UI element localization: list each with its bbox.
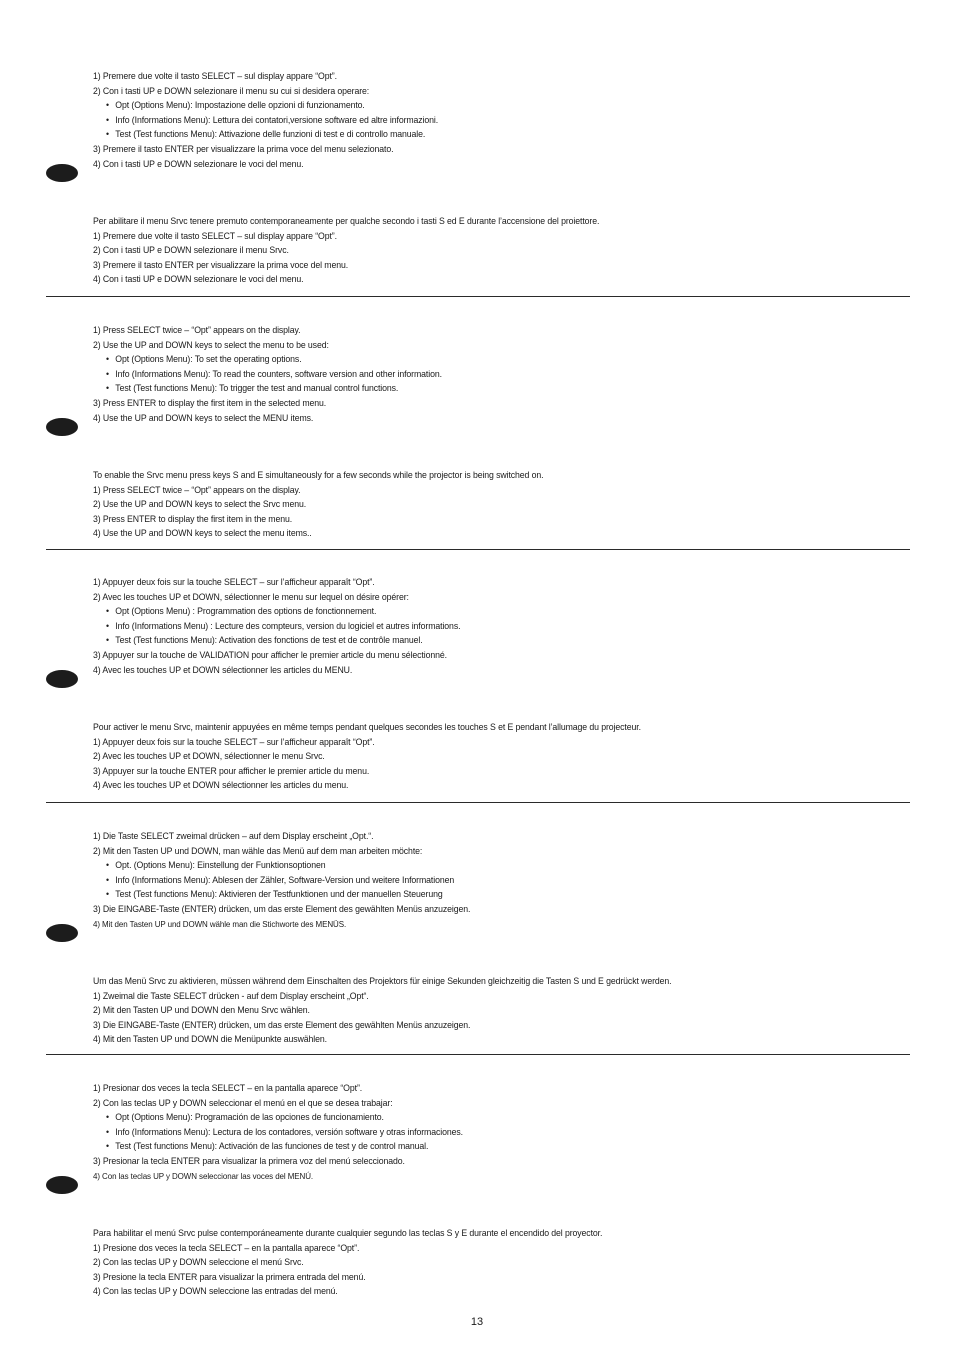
bullet-icon: • bbox=[106, 1125, 109, 1137]
srvc-step: 1) Press SELECT twice – “Opt” appears on the display. bbox=[93, 483, 301, 495]
srvc-intro: Pour activer le menu Srvc, maintenir appuyées en même temps pendant quelques secondes les touches S et E pendant l’allumage du projecteur. bbox=[93, 721, 641, 732]
language-marker-icon bbox=[46, 418, 78, 436]
srvc-step: 2) Avec les touches UP et DOWN, sélectionner le menu Srvc. bbox=[93, 750, 325, 762]
srvc-intro: To enable the Srvc menu press keys S and E simultaneously for a few seconds while the projector is being switched on. bbox=[93, 469, 544, 480]
line-text: 3) Die EINGABE-Taste (ENTER) drücken, um das erste Element des gewählten Menüs anzuzeigen. bbox=[93, 903, 471, 914]
line-text: 1) Presionar dos veces la tecla SELECT – en la pantalla aparece “Opt”. bbox=[93, 1082, 363, 1093]
line-text: 2) Use the UP and DOWN keys to select the menu to be used: bbox=[93, 338, 329, 350]
menu-bullet-item bbox=[106, 382, 398, 394]
line-text: Opt (Options Menu) : Programmation des options de fonctionnement. bbox=[115, 605, 377, 617]
menu-step bbox=[93, 70, 337, 82]
line-text: 3) Appuyer sur la touche de VALIDATION pour afficher le premier article du menu sélectionné. bbox=[93, 649, 447, 660]
line-text: Opt (Options Menu): Impostazione delle opzioni di funzionamento. bbox=[115, 99, 365, 111]
bullet-icon: • bbox=[106, 619, 109, 631]
srvc-step: 3) Premere il tasto ENTER per visualizzare la prima voce del menu. bbox=[93, 258, 349, 270]
srvc-step: 3) Press ENTER to display the first item in the menu. bbox=[93, 512, 293, 524]
srvc-step: 3) Presione la tecla ENTER para visualizar la primera entrada del menú. bbox=[93, 1270, 366, 1282]
line-text: 4) Con las teclas UP y DOWN seleccionar las voces del MENÚ. bbox=[93, 1170, 314, 1181]
bullet-icon: • bbox=[106, 113, 109, 125]
srvc-step: 2) Con i tasti UP e DOWN selezionare il menu Srvc. bbox=[93, 244, 289, 256]
menu-step bbox=[93, 830, 373, 842]
bullet-icon: • bbox=[106, 873, 109, 885]
section-divider bbox=[46, 1054, 910, 1055]
menu-bullet-item bbox=[106, 634, 423, 646]
menu-step bbox=[93, 918, 346, 930]
menu-bullet-item bbox=[106, 605, 376, 617]
menu-step bbox=[93, 1082, 362, 1094]
srvc-step: 4) Con las teclas UP y DOWN seleccione las entradas del menú. bbox=[93, 1285, 338, 1297]
menu-bullet-item bbox=[106, 353, 302, 365]
menu-bullet-item bbox=[106, 368, 442, 380]
menu-bullet-item bbox=[106, 874, 454, 886]
line-text: 4) Avec les touches UP et DOWN sélectionner les articles du MENU. bbox=[93, 663, 353, 675]
line-text: 3) Press ENTER to display the first item in the selected menu. bbox=[93, 397, 327, 408]
line-text: 1) Premere due volte il tasto SELECT – sul display appare “Opt”. bbox=[93, 70, 337, 81]
menu-step bbox=[93, 576, 375, 588]
menu-bullet-item bbox=[106, 1111, 384, 1123]
menu-step bbox=[93, 339, 329, 351]
bullet-icon: • bbox=[106, 888, 109, 900]
section-divider bbox=[46, 296, 910, 297]
page-number: 13 bbox=[470, 1316, 484, 1328]
menu-step bbox=[93, 143, 393, 155]
menu-bullet-item bbox=[106, 128, 425, 140]
line-text: Info (Informations Menu): Ablesen der Zähler, Software-Version und weitere Informationen bbox=[115, 873, 455, 885]
menu-step bbox=[93, 649, 447, 661]
menu-step bbox=[93, 324, 300, 336]
bullet-icon: • bbox=[106, 1140, 109, 1152]
line-text: Test (Test functions Menu): Activación de las funciones de test y de control manual. bbox=[115, 1140, 429, 1152]
language-marker-icon bbox=[46, 670, 78, 688]
srvc-step: 4) Use the UP and DOWN keys to select the menu items.. bbox=[93, 527, 312, 539]
srvc-intro: Para habilitar el menú Srvc pulse contemporáneamente durante cualquier segundo las teclas S y E durante el encendido del proyector. bbox=[93, 1227, 603, 1238]
line-text: 1) Appuyer deux fois sur la touche SELECT – sur l’afficheur apparaît “Opt”. bbox=[93, 576, 375, 587]
menu-step bbox=[93, 591, 409, 603]
menu-step bbox=[93, 1155, 405, 1167]
srvc-step: 1) Presione dos veces la tecla SELECT – en la pantalla aparece “Opt”. bbox=[93, 1241, 360, 1253]
line-text: Test (Test functions Menu): Activation des fonctions de test et de contrôle manuel. bbox=[115, 634, 423, 646]
line-text: Test (Test functions Menu): Attivazione delle funzioni di test e di controllo manuale. bbox=[115, 128, 426, 140]
line-text: Info (Informations Menu): Lettura dei contatori,versione software ed altre informazioni. bbox=[115, 113, 439, 125]
menu-step bbox=[93, 845, 422, 857]
srvc-intro: Um das Menü Srvc zu aktivieren, müssen während dem Einschalten des Projektors für einige Sekunden gleichzeitig die Tasten S und E gedrückt werden. bbox=[93, 975, 672, 986]
line-text: 2) Avec les touches UP et DOWN, sélectionner le menu sur lequel on désire opérer: bbox=[93, 590, 409, 602]
language-marker-icon bbox=[46, 924, 78, 942]
srvc-step: 4) Con i tasti UP e DOWN selezionare le voci del menu. bbox=[93, 273, 304, 285]
srvc-step: 3) Appuyer sur la touche ENTER pour afficher le premier article du menu. bbox=[93, 764, 370, 776]
line-text: 1) Die Taste SELECT zweimal drücken – auf dem Display erscheint „Opt.“. bbox=[93, 830, 374, 841]
bullet-icon: • bbox=[106, 634, 109, 646]
menu-step bbox=[93, 1170, 313, 1182]
menu-bullet-item bbox=[106, 859, 325, 871]
srvc-intro: Per abilitare il menu Srvc tenere premuto contemporaneamente per qualche secondo i tasti S ed E durante l’accensione del proiettore. bbox=[93, 215, 600, 226]
line-text: 3) Presionar la tecla ENTER para visualizar la primera voz del menú seleccionado. bbox=[93, 1155, 405, 1166]
menu-bullet-item bbox=[106, 99, 365, 111]
line-text: Test (Test functions Menu): Aktivieren der Testfunktionen und der manuellen Steuerung bbox=[115, 888, 443, 900]
line-text: Opt. (Options Menu): Einstellung der Funktionsoptionen bbox=[115, 859, 326, 871]
srvc-step: 2) Use the UP and DOWN keys to select the Srvc menu. bbox=[93, 498, 307, 510]
srvc-step: 4) Mit den Tasten UP und DOWN die Menüpunkte auswählen. bbox=[93, 1033, 327, 1045]
menu-step bbox=[93, 85, 369, 97]
bullet-icon: • bbox=[106, 1111, 109, 1123]
line-text: Test (Test functions Menu): To trigger the test and manual control functions. bbox=[115, 382, 399, 394]
srvc-step: 1) Zweimal die Taste SELECT drücken - auf dem Display erscheint „Opt“. bbox=[93, 989, 369, 1001]
srvc-step: 4) Avec les touches UP et DOWN sélectionner les articles du menu. bbox=[93, 779, 349, 791]
language-marker-icon bbox=[46, 1176, 78, 1194]
menu-bullet-item bbox=[106, 620, 460, 632]
line-text: 4) Use the UP and DOWN keys to select the MENU items. bbox=[93, 411, 314, 423]
srvc-step: 1) Appuyer deux fois sur la touche SELECT – sur l’afficheur apparaît “Opt”. bbox=[93, 735, 375, 747]
line-text: 2) Mit den Tasten UP und DOWN, man wähle das Menü auf dem man arbeiten möchte: bbox=[93, 844, 423, 856]
line-text: 4) Mit den Tasten UP und DOWN wähle man die Stichworte des MENÜS. bbox=[93, 918, 347, 929]
bullet-icon: • bbox=[106, 605, 109, 617]
menu-step bbox=[93, 397, 326, 409]
line-text: 2) Con las teclas UP y DOWN seleccionar el menú en el que se desea trabajar: bbox=[93, 1096, 393, 1108]
bullet-icon: • bbox=[106, 382, 109, 394]
bullet-icon: • bbox=[106, 859, 109, 871]
line-text: 2) Con i tasti UP e DOWN selezionare il menu su cui si desidera operare: bbox=[93, 84, 370, 96]
menu-step bbox=[93, 158, 303, 170]
srvc-step: 2) Con las teclas UP y DOWN seleccione el menú Srvc. bbox=[93, 1256, 304, 1268]
line-text: 3) Premere il tasto ENTER per visualizzare la prima voce del menu selezionato. bbox=[93, 143, 394, 154]
bullet-icon: • bbox=[106, 128, 109, 140]
menu-bullet-item bbox=[106, 114, 438, 126]
bullet-icon: • bbox=[106, 367, 109, 379]
line-text: Info (Informations Menu): To read the counters, software version and other information. bbox=[115, 367, 442, 379]
line-text: Info (Informations Menu): Lectura de los contadores, versión software y otras informaciones. bbox=[115, 1125, 463, 1137]
section-divider bbox=[46, 549, 910, 550]
line-text: Info (Informations Menu) : Lecture des compteurs, version du logiciel et autres informations. bbox=[115, 619, 461, 631]
menu-bullet-item bbox=[106, 1126, 463, 1138]
menu-step bbox=[93, 903, 470, 915]
section-divider bbox=[46, 802, 910, 803]
menu-bullet-item bbox=[106, 888, 443, 900]
srvc-step: 2) Mit den Tasten UP und DOWN den Menu Srvc wählen. bbox=[93, 1004, 310, 1016]
menu-step bbox=[93, 1097, 393, 1109]
line-text: Opt (Options Menu): Programación de las opciones de funcionamiento. bbox=[115, 1111, 384, 1123]
srvc-step: 1) Premere due volte il tasto SELECT – sul display appare “Opt”. bbox=[93, 229, 337, 241]
menu-bullet-item bbox=[106, 1140, 428, 1152]
bullet-icon: • bbox=[106, 99, 109, 111]
line-text: 1) Press SELECT twice – “Opt” appears on the display. bbox=[93, 324, 301, 335]
menu-step bbox=[93, 412, 313, 424]
bullet-icon: • bbox=[106, 353, 109, 365]
menu-step bbox=[93, 664, 352, 676]
line-text: 4) Con i tasti UP e DOWN selezionare le voci del menu. bbox=[93, 157, 304, 169]
line-text: Opt (Options Menu): To set the operating options. bbox=[115, 353, 302, 365]
language-marker-icon bbox=[46, 164, 78, 182]
srvc-step: 3) Die EINGABE-Taste (ENTER) drücken, um das erste Element des gewählten Menüs anzuzeigen. bbox=[93, 1018, 471, 1030]
